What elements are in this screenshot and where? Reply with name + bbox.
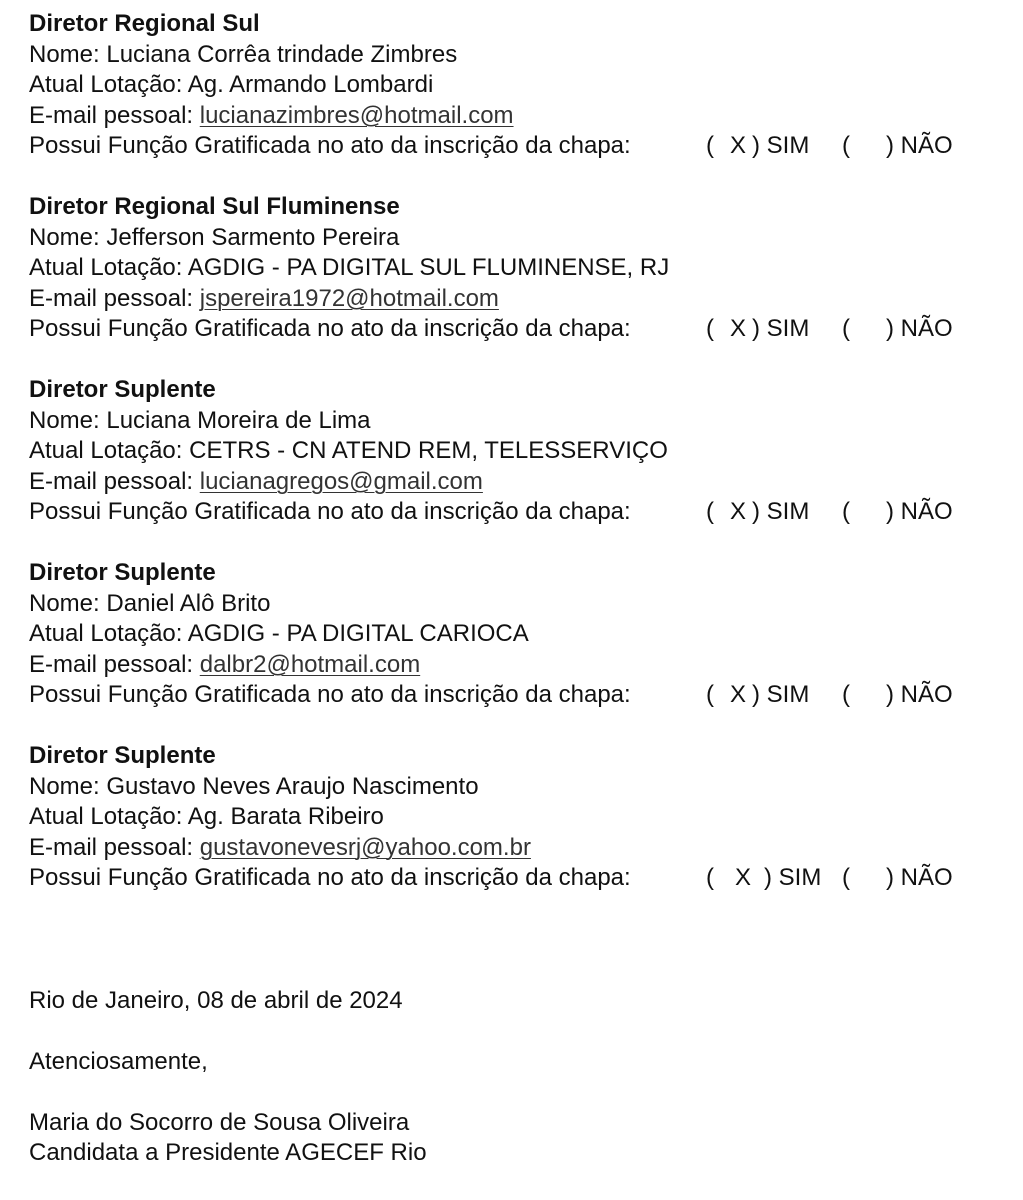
sim-label: ) SIM <box>752 498 810 525</box>
sim-label: ) SIM <box>764 864 822 891</box>
lotacao-label: Atual Lotação: <box>29 803 183 830</box>
funcao-question: Possui Função Gratificada no ato da inscrição da chapa: <box>29 132 631 159</box>
member-title: Diretor Suplente <box>29 742 216 769</box>
signer-role: Candidata a Presidente AGECEF Rio <box>29 1139 427 1166</box>
funcao-question: Possui Função Gratificada no ato da inscrição da chapa: <box>29 315 631 342</box>
lotacao-label: Atual Lotação: <box>29 71 183 98</box>
member-block <box>29 558 1009 711</box>
member-lotacao-line <box>29 436 1009 467</box>
sim-mark: X <box>730 132 747 159</box>
nome-label: Nome: <box>29 223 100 251</box>
member-block <box>29 375 1009 528</box>
sim-label: ) SIM <box>752 681 810 708</box>
closing-line: Atenciosamente, <box>29 1047 208 1075</box>
nome-label: Nome: <box>29 406 100 434</box>
signer-name: Maria do Socorro de Sousa Oliveira <box>29 1108 410 1136</box>
member-name: Luciana Moreira de Lima <box>106 406 371 434</box>
member-name-line <box>29 223 1009 254</box>
member-lotacao-line <box>29 253 1009 284</box>
member-block <box>29 192 1009 345</box>
sim-mark: X <box>730 498 747 525</box>
email-label: E-mail pessoal: <box>29 284 194 312</box>
member-name-line <box>29 589 1009 620</box>
member-email-line <box>29 833 1009 864</box>
member-email-link[interactable]: lucianazimbres@hotmail.com <box>199 101 514 129</box>
email-label: E-mail pessoal: <box>29 467 194 495</box>
member-title: Diretor Regional Sul Fluminense <box>29 193 400 220</box>
nao-label: ) NÃO <box>886 681 953 708</box>
member-lotacao: Ag. Armando Lombardi <box>187 71 434 98</box>
member-title: Diretor Suplente <box>29 559 216 586</box>
sim-label: ) SIM <box>752 132 810 159</box>
sim-label: ) SIM <box>752 315 810 342</box>
lotacao-label: Atual Lotação: <box>29 437 183 464</box>
member-funcao-line <box>29 863 1009 894</box>
sim-mark: X <box>730 681 747 708</box>
member-email-line <box>29 101 1009 132</box>
sim-open-paren: ( <box>706 132 714 159</box>
funcao-question: Possui Função Gratificada no ato da inscrição da chapa: <box>29 864 631 891</box>
member-name: Daniel Alô Brito <box>106 589 271 617</box>
member-name: Gustavo Neves Araujo Nascimento <box>106 772 479 800</box>
lotacao-label: Atual Lotação: <box>29 620 183 647</box>
lotacao-label: Atual Lotação: <box>29 254 183 281</box>
member-name: Jefferson Sarmento Pereira <box>106 223 400 251</box>
member-block <box>29 9 1009 162</box>
nao-open-paren: ( <box>842 498 850 525</box>
member-list <box>29 9 1009 894</box>
member-name-line <box>29 406 1009 437</box>
nao-label: ) NÃO <box>886 132 953 159</box>
member-title: Diretor Suplente <box>29 376 216 403</box>
member-email-line <box>29 284 1009 315</box>
member-lotacao: Ag. Barata Ribeiro <box>187 803 384 830</box>
sim-open-paren: ( <box>706 315 714 342</box>
member-funcao-line <box>29 680 1009 711</box>
nao-open-paren: ( <box>842 132 850 159</box>
member-name-line <box>29 772 1009 803</box>
email-label: E-mail pessoal: <box>29 101 194 129</box>
member-lotacao-line <box>29 619 1009 650</box>
member-email-link[interactable]: dalbr2@hotmail.com <box>199 650 421 678</box>
member-lotacao: AGDIG - PA DIGITAL CARIOCA <box>187 620 529 647</box>
member-funcao-line <box>29 497 1009 528</box>
document-page <box>29 9 1009 1169</box>
funcao-question: Possui Função Gratificada no ato da inscrição da chapa: <box>29 681 631 708</box>
sim-mark: X <box>730 315 747 342</box>
nao-open-paren: ( <box>842 681 850 708</box>
member-funcao-line <box>29 314 1009 345</box>
nome-label: Nome: <box>29 40 100 68</box>
member-block <box>29 741 1009 894</box>
email-label: E-mail pessoal: <box>29 650 194 678</box>
nome-label: Nome: <box>29 772 100 800</box>
member-name-line <box>29 40 1009 71</box>
sim-open-paren: ( <box>706 864 714 891</box>
member-email-line <box>29 467 1009 498</box>
sim-mark: X <box>735 864 752 891</box>
member-name: Luciana Corrêa trindade Zimbres <box>106 40 458 68</box>
member-lotacao-line <box>29 802 1009 833</box>
nao-open-paren: ( <box>842 315 850 342</box>
member-lotacao: CETRS - CN ATEND REM, TELESSERVIÇO <box>189 437 668 464</box>
member-email-link[interactable]: gustavonevesrj@yahoo.com.br <box>199 833 531 861</box>
member-email-link[interactable]: lucianagregos@gmail.com <box>199 467 483 495</box>
member-title: Diretor Regional Sul <box>29 10 260 37</box>
nao-label: ) NÃO <box>886 315 953 342</box>
letter-footer <box>29 986 1009 1169</box>
email-label: E-mail pessoal: <box>29 833 194 861</box>
nao-open-paren: ( <box>842 864 850 891</box>
member-lotacao: AGDIG - PA DIGITAL SUL FLUMINENSE, RJ <box>187 254 670 281</box>
nao-label: ) NÃO <box>886 498 953 525</box>
member-lotacao-line <box>29 70 1009 101</box>
funcao-question: Possui Função Gratificada no ato da inscrição da chapa: <box>29 498 631 525</box>
date-line: Rio de Janeiro, 08 de abril de 2024 <box>29 986 403 1014</box>
nao-label: ) NÃO <box>886 864 953 891</box>
sim-open-paren: ( <box>706 498 714 525</box>
nome-label: Nome: <box>29 589 100 617</box>
member-email-line <box>29 650 1009 681</box>
sim-open-paren: ( <box>706 681 714 708</box>
member-funcao-line <box>29 131 1009 162</box>
member-email-link[interactable]: jspereira1972@hotmail.com <box>199 284 499 312</box>
